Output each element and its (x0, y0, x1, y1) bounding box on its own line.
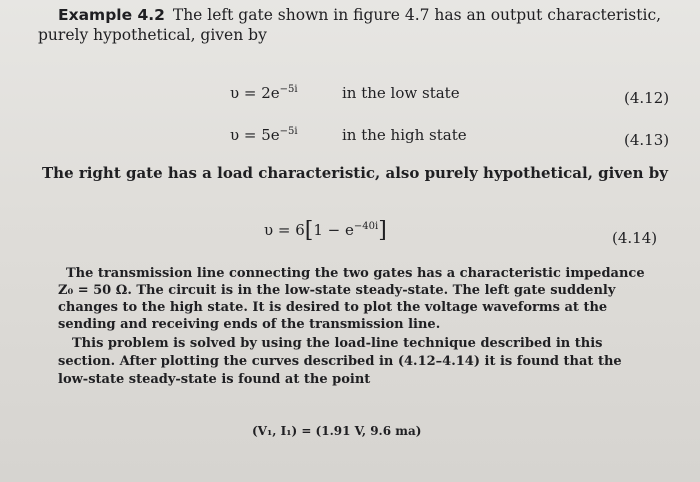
paragraph-1-line-1: The transmission line connecting the two gates has a characteristic impedance (66, 266, 645, 281)
equation-4-12-lhs: υ = 2e (230, 84, 280, 102)
equation-4-14-open-bracket: [ (304, 218, 314, 243)
paragraph-1-line-4: sending and receiving ends of the transmission line. (58, 317, 441, 332)
example-label: Example 4.2 (58, 6, 165, 24)
example-intro-line-1 (58, 6, 661, 25)
example-intro-line-2: purely hypothetical, given by (38, 26, 267, 44)
equation-4-12-number: (4.12) (624, 89, 670, 107)
equation-4-12-exponent: −5i (279, 84, 298, 95)
equation-4-13 (230, 126, 298, 144)
right-gate-text: The right gate has a load characteristic, also purely hypothetical, given by (42, 164, 668, 182)
paragraph-1-line-2: Z₀ = 50 Ω. The circuit is in the low-state steady-state. The left gate suddenly (58, 283, 616, 298)
paragraph-2-line-3: low-state steady-state is found at the point (58, 372, 371, 387)
equation-4-12-description: in the low state (342, 84, 460, 102)
paragraph-2-line-1: This problem is solved by using the load-line technique described in this (72, 336, 603, 351)
equation-4-12 (230, 84, 298, 102)
equation-4-14-inner: 1 − e (313, 221, 354, 239)
equation-4-13-number: (4.13) (624, 131, 670, 149)
equation-4-14 (264, 218, 387, 243)
equation-4-13-lhs: υ = 5e (230, 126, 280, 144)
equation-4-13-description: in the high state (342, 126, 467, 144)
equation-4-14-number: (4.14) (612, 229, 658, 247)
paragraph-1-line-3: changes to the high state. It is desired to plot the voltage waveforms at the (58, 300, 608, 315)
result-point: (V₁, I₁) = (1.91 V, 9.6 ma) (252, 424, 422, 438)
paragraph-2-line-2: section. After plotting the curves described in (4.12–4.14) it is found that the (58, 354, 622, 369)
equation-4-14-close-bracket: ] (378, 218, 387, 243)
equation-4-14-exponent: −40i (353, 221, 379, 232)
equation-4-13-exponent: −5i (279, 126, 298, 137)
example-intro-text: The left gate shown in figure 4.7 has an output characteristic, (172, 6, 662, 24)
equation-4-14-lhs: υ = 6 (264, 221, 305, 239)
